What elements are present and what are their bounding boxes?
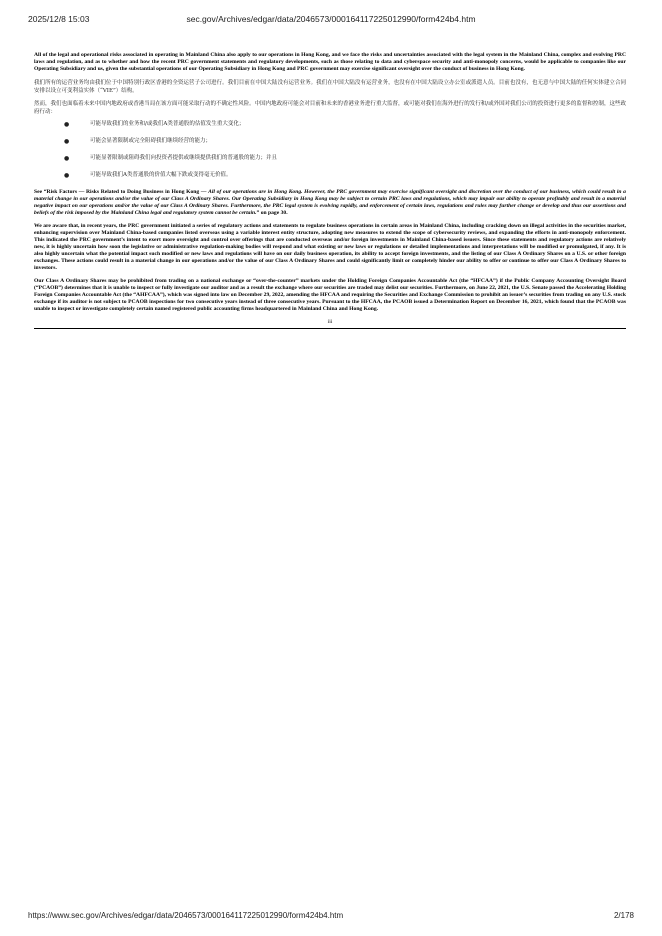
browser-footer xyxy=(28,911,634,923)
page-count: 2/178 xyxy=(613,911,634,920)
browser-header xyxy=(28,14,634,28)
list-item: ● 可能会显著限制或完全阻碍我们继续经营的能力； xyxy=(64,138,212,145)
list-item: ● 可能导致我们的业务和/或我们A类普通股的估值发生重大变化； xyxy=(64,121,245,128)
list-item: ● 可能导致我们A类普通股的价值大幅下跌或变得毫无价值。 xyxy=(64,172,232,179)
see-italic-text: All of our operations are in Hong Kong. However, the PRC government may exercise significant oversight and discretion over the conduct of our business, which could result in a material change in our operations and/or the value of our Class A Ordinary Shares. Our Operating Subsidiary in Hong Kong may be subject to certain PRC laws and regulations, which may impair our ability to operate profitably and result in a material negative impact on our operations and/or the value of our Class A Ordinary Shares. Furthermore, the PRC legal system is evolving rapidly, and enforcement of certain laws, regulations and rules may further change or develop and thus our assertions and beliefs of the risk imposed by the Mainland China legal and regulatory system cannot be certain. xyxy=(34,189,626,216)
see-lead: See “Risk Factors — Risks Related to Doing Business in Hong Kong — xyxy=(34,189,209,195)
page-number: iii xyxy=(34,319,626,329)
print-datetime: 2025/12/8 15:03 xyxy=(28,14,90,24)
bullet-icon: ● xyxy=(64,155,70,162)
list-item: ● 可能显著限制或阻碍我们向投资者提供或继续提供我们的普通股的能力；并且 xyxy=(64,155,278,162)
chinese-paragraph-operations: 我们所有的运营业务均由我们位于中国特别行政区香港的全资运营子公司进行。我们目前在中国大陆没有运营业务。我们在中国大陆没有运营业务，也没有在中国大陆设立办公室或派遣人员。目前也没有，也无意与中国大陆的任何实体建立合同安排以设立可变利益实体（“VIE”）结构。 xyxy=(34,80,626,94)
bullet-icon: ● xyxy=(64,138,70,145)
chinese-bullet-list xyxy=(34,121,626,179)
hfcaa-paragraph: Our Class A Ordinary Shares may be prohibited from trading on a national exchange or “over-the-counter” markets under the Holding Foreign Companies Accountable Act (the “HFCAA”) if the Public Company Accounting Oversight Board (“PCAOB”) determines that it is unable to inspect or fully investigate our auditor and as a result the exchange where our securities are traded may delist our securities. Furthermore, on June 22, 2021, the U.S. Senate passed the Accelerating Holding Foreign Companies Accountable Act (the “AHFCAA”), which was signed into law on December 29, 2022, amending the HFCAA and requiring the Securities and Exchange Commission to prohibit an issuer’s securities from trading on any U.S. stock exchange if its auditor is not subject to PCAOB inspections for two consecutive years instead of three consecutive years. Pursuant to the HFCAA, the PCAOB issued a Determination Report on December 16, 2021, which found that the PCAOB was unable to inspect or investigate completely certain named registered public accounting firms headquartered in Mainland China and Hong Kong. xyxy=(34,278,626,312)
page-url: https://www.sec.gov/Archives/edgar/data/2046573/000164117225012990/form424b4.htm xyxy=(28,911,344,920)
bullet-icon: ● xyxy=(64,121,70,128)
chinese-paragraph-uncertainty: 然而，我们也面临着未来中国内地政府或香港当局在该方面可能采取行动的不确定性风险。中国内地政府可能会对目前和未来的香港业务进行重大监督，或可能对我们在海外进行的发行和/或外国对我们公司的投资进行更多的监督和控制，这些政府行动： xyxy=(34,101,626,115)
see-tail: ” on page 30. xyxy=(256,210,288,216)
risk-paragraph-hong-kong: All of the legal and operational risks associated in operating in Mainland China also apply to our operations in Hong Kong, and we face the risks and uncertainties associated with the legal system in the Mainland China, complex and evolving PRC laws and regulation, and as to whether and how the recent PRC government statements and regulatory developments, such as those relating to data and cyberspace security and anti-monopoly concerns, would be applicable to companies like our Operating Subsidiary and us, given the substantial operations of our Operating Subsidiary in Hong Kong and PRC government may exercise significant oversight over the conduct of business in Hong Kong. xyxy=(34,52,626,72)
see-risk-factors-paragraph xyxy=(34,189,626,217)
page-title: sec.gov/Archives/edgar/data/2046573/000164117225012990/form424b4.htm xyxy=(186,14,476,24)
document-body xyxy=(34,52,626,329)
prc-regulatory-paragraph: We are aware that, in recent years, the PRC government initiated a series of regulatory actions and statements to regulate business operations in certain areas in Mainland China, including cracking down on illegal activities in the securities market, enhancing supervision over Mainland China-based companies listed overseas using a variable interest entity structure, adopting new measures to extend the scope of cybersecurity reviews, and expanding the efforts in anti-monopoly enforcement. This indicated the PRC government’s intent to exert more oversight and control over offerings that are conducted overseas and/or foreign investments in Mainland China-based issuers. Since these statements and regulatory actions are relatively new, it is highly uncertain how soon the legislative or administrative regulation-making bodies will respond and what existing or new laws or regulations or detailed implementations and interpretations will be modified or promulgated, if any. It is also highly uncertain what the potential impact such modified or new laws and regulations will have on our daily business operation, its ability to accept foreign investments, and the listing of our Class A Ordinary Shares on a U.S. or other foreign exchanges. These actions could result in a material change in our operations and/or the value of our Class A Ordinary Shares and could significantly limit or completely hinder our ability to offer or continue to offer our Class A Ordinary Shares to investors. xyxy=(34,223,626,271)
bullet-icon: ● xyxy=(64,172,70,179)
